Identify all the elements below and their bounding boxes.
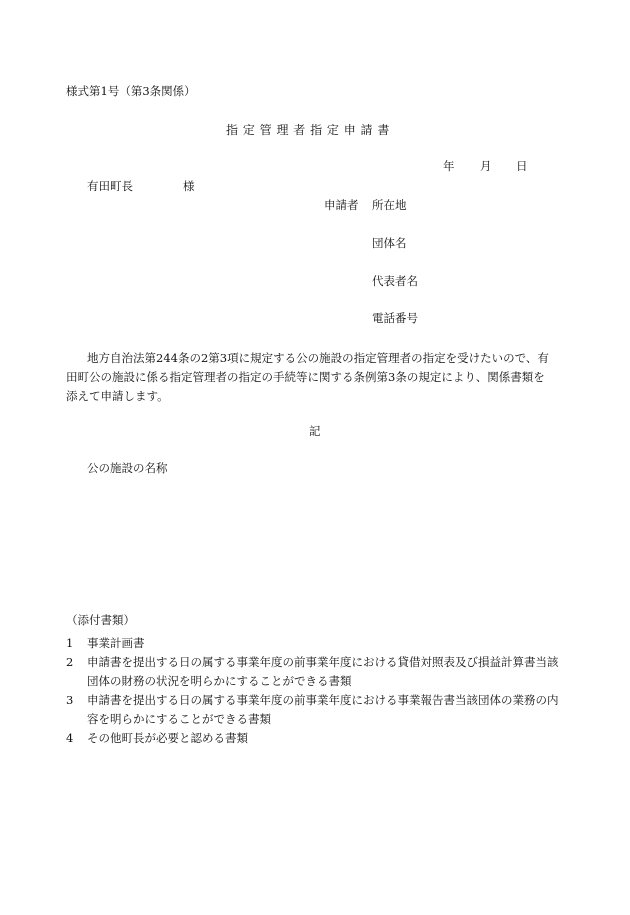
addressee-honorific: 様 — [183, 179, 195, 193]
attachment-number: 3 — [66, 693, 74, 707]
attachment-item — [66, 729, 566, 748]
attachment-text: 申請書を提出する日の属する事業年度の前事業年度における事業報告書当該団体の業務の内容を明らかにすることができる書類 — [87, 693, 559, 726]
attachment-item — [66, 653, 566, 691]
attachment-text: 事業計画書 — [87, 636, 145, 650]
date-day-label: 日 — [516, 159, 528, 173]
addressee: 有田町長 — [87, 179, 133, 193]
application-body-text: 地方自治法第244条の2第3項に規定する公の施設の指定管理者の指定を受けたいので、有田町公の施設に係る指定管理者の指定の手続等に関する条例第3条の規定により、関係書類を添えて申請します。 — [66, 351, 549, 403]
attachment-item — [66, 691, 566, 729]
date-month-label: 月 — [480, 159, 492, 173]
attachment-text: 申請書を提出する日の属する事業年度の前事業年度における貸借対照表及び損益計算書当該団体の財務の状況を明らかにすることができる書類 — [87, 655, 559, 688]
attachment-number: 2 — [66, 655, 74, 669]
applicant-field-address: 所在地 — [372, 198, 407, 212]
facility-name-label: 公の施設の名称 — [87, 461, 168, 475]
attachment-number: 4 — [66, 731, 74, 745]
attachments-list — [66, 634, 566, 748]
applicant-field-representative: 代表者名 — [372, 274, 418, 288]
ki-heading: 記 — [309, 424, 321, 438]
date-year-label: 年 — [443, 159, 455, 173]
document-title: 指 定 管 理 者 指 定 申 請 書 — [226, 123, 390, 137]
form-number-label: 様式第1号（第3条関係） — [66, 84, 196, 98]
attachment-number: 1 — [66, 636, 74, 650]
attachment-item — [66, 634, 566, 653]
applicant-field-phone: 電話番号 — [372, 311, 418, 325]
attachments-heading: （添付書類） — [66, 613, 135, 627]
attachment-text: その他町長が必要と認める書類 — [87, 731, 248, 745]
applicant-label: 申請者 — [324, 198, 359, 212]
applicant-field-organization: 団体名 — [372, 236, 407, 250]
